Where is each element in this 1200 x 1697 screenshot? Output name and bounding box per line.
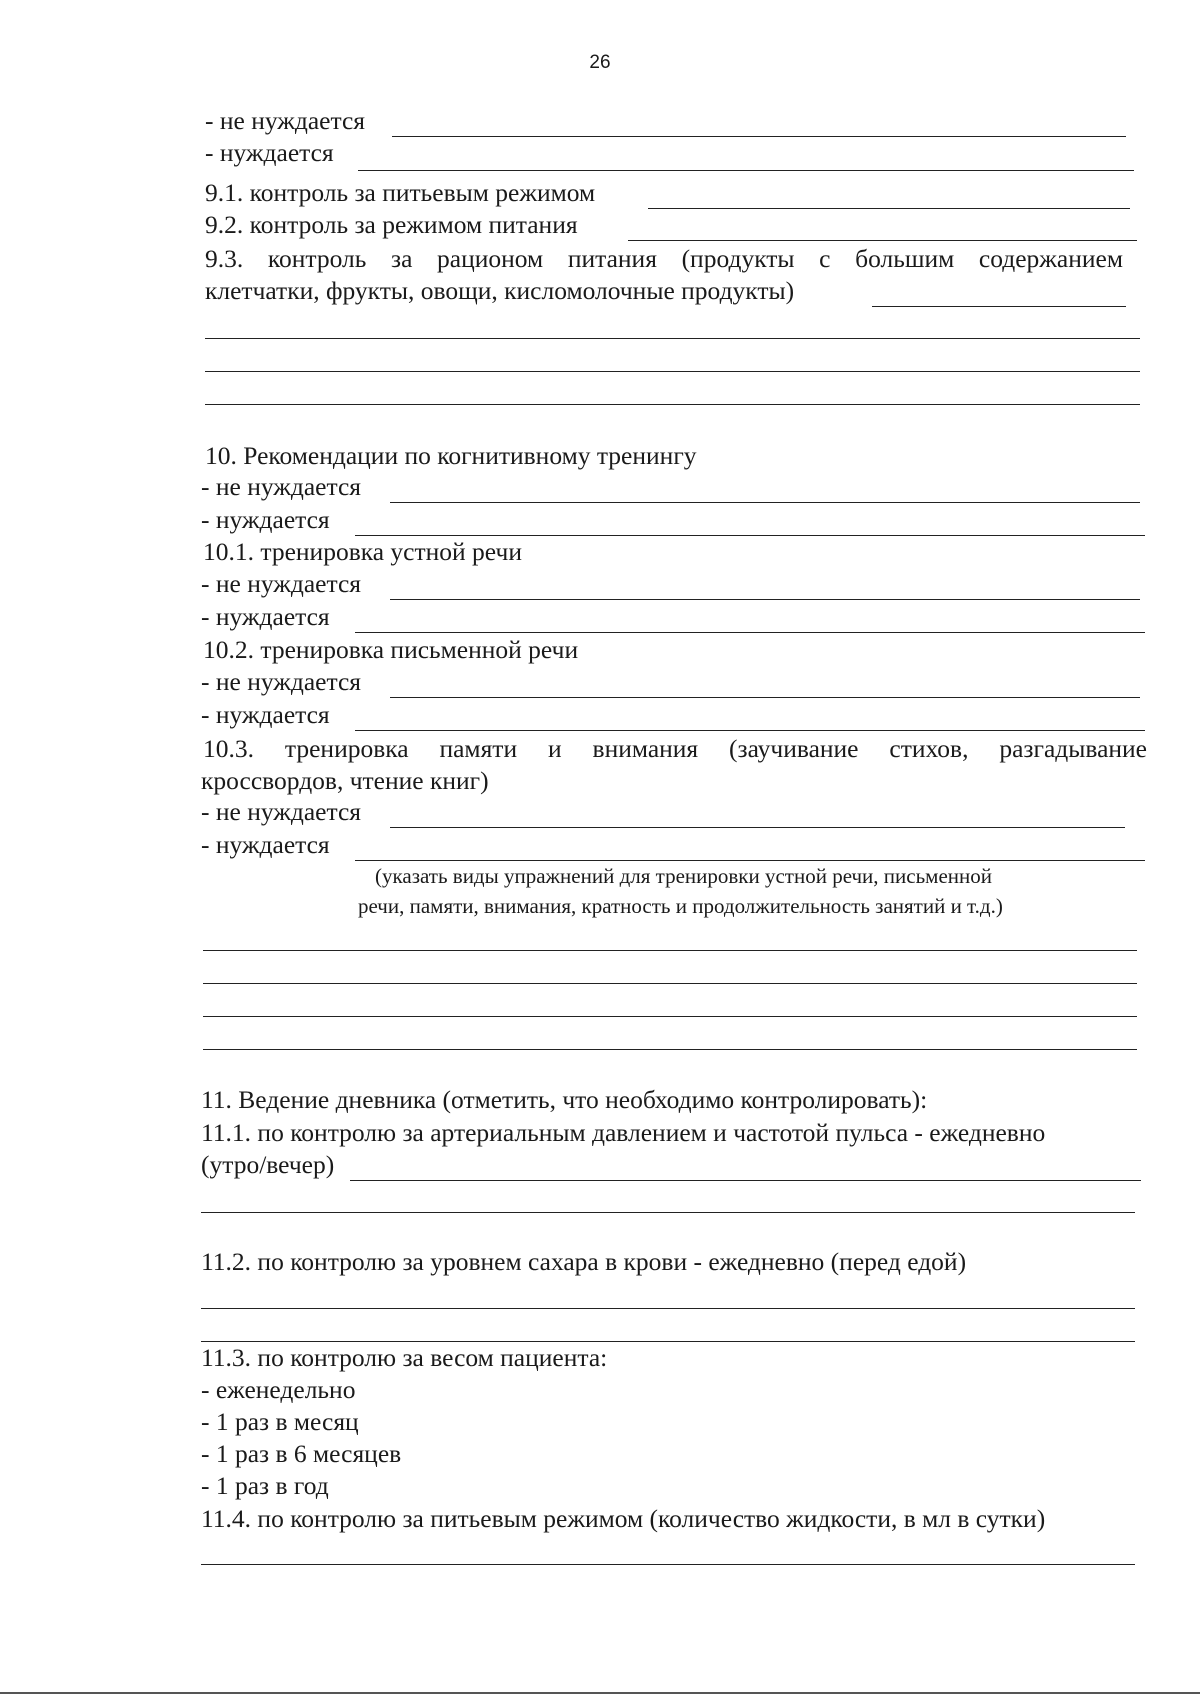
item-9-1-line[interactable] xyxy=(648,208,1130,209)
needed-label: - нуждается xyxy=(205,138,334,167)
item-11-1-text-line1: 11.1. по контролю за артериальным давлением и частотой пульса - ежедневно xyxy=(201,1118,1046,1147)
item-9-1-label: 9.1. контроль за питьевым режимом xyxy=(205,178,596,207)
item-9-2-label: 9.2. контроль за режимом питания xyxy=(205,210,578,239)
item-9-3-line[interactable] xyxy=(872,306,1126,307)
needed-line[interactable] xyxy=(355,860,1145,861)
item-11-1-text-line2: (утро/вечер) xyxy=(201,1150,335,1179)
hint-line-2: речи, памяти, внимания, кратность и продолжительность занятий и т.д.) xyxy=(358,894,1003,918)
option-weekly[interactable]: - еженедельно xyxy=(201,1375,356,1404)
section-11-title: 11. Ведение дневника (отметить, что необходимо контролировать): xyxy=(201,1085,928,1114)
item-10-3-text-line2: кроссвордов, чтение книг) xyxy=(201,766,489,795)
needed-line[interactable] xyxy=(355,535,1145,536)
not-needed-line[interactable] xyxy=(390,697,1140,698)
option-six-months[interactable]: - 1 раз в 6 месяцев xyxy=(201,1439,402,1468)
section-10-extra-line-3[interactable] xyxy=(203,1016,1137,1017)
item-11-3-label: 11.3. по контролю за весом пациента: xyxy=(201,1343,608,1372)
item-11-2-line-1[interactable] xyxy=(201,1308,1135,1309)
item-11-1-extra-line[interactable] xyxy=(201,1212,1135,1213)
needed-line[interactable] xyxy=(355,632,1145,633)
item-10-2-label: 10.2. тренировка письменной речи xyxy=(203,635,579,664)
item-11-2-line-2[interactable] xyxy=(201,1341,1135,1342)
needed-line[interactable] xyxy=(358,170,1134,171)
item-9-3-extra-line-3[interactable] xyxy=(205,404,1140,405)
section-10-extra-line-1[interactable] xyxy=(203,950,1137,951)
not-needed-line[interactable] xyxy=(392,136,1126,137)
page-number: 26 xyxy=(589,52,611,73)
needed-label: - нуждается xyxy=(201,700,330,729)
not-needed-line[interactable] xyxy=(390,599,1140,600)
item-11-4-line[interactable] xyxy=(201,1564,1135,1565)
item-11-4-label: 11.4. по контролю за питьевым режимом (количество жидкости, в мл в сутки) xyxy=(201,1504,1046,1533)
item-11-2-label: 11.2. по контролю за уровнем сахара в крови - ежедневно (перед едой) xyxy=(201,1247,967,1276)
needed-line[interactable] xyxy=(355,730,1145,731)
needed-label: - нуждается xyxy=(201,505,330,534)
item-11-1-line[interactable] xyxy=(350,1180,1141,1181)
section-10-title: 10. Рекомендации по когнитивному тренингу xyxy=(205,441,697,470)
hint-line-1: (указать виды упражнений для тренировки устной речи, письменной xyxy=(375,864,992,888)
item-9-2-line[interactable] xyxy=(628,240,1137,241)
section-10-extra-line-4[interactable] xyxy=(203,1049,1137,1050)
item-9-3-extra-line-2[interactable] xyxy=(205,371,1140,372)
option-yearly[interactable]: - 1 раз в год xyxy=(201,1471,329,1500)
page-bottom-edge xyxy=(0,1692,1200,1694)
not-needed-line[interactable] xyxy=(390,502,1140,503)
not-needed-line[interactable] xyxy=(390,827,1125,828)
not-needed-label: - не нуждается xyxy=(201,569,361,598)
needed-label: - нуждается xyxy=(201,830,330,859)
not-needed-label: - не нуждается xyxy=(201,797,361,826)
item-9-3-extra-line-1[interactable] xyxy=(205,338,1140,339)
needed-label: - нуждается xyxy=(201,602,330,631)
item-10-1-label: 10.1. тренировка устной речи xyxy=(203,537,522,566)
option-monthly[interactable]: - 1 раз в месяц xyxy=(201,1407,359,1436)
not-needed-label: - не нуждается xyxy=(201,472,361,501)
not-needed-label: - не нуждается xyxy=(205,106,365,135)
item-9-3-text-line2: клетчатки, фрукты, овощи, кисломолочные продукты) xyxy=(205,276,795,305)
item-9-3-text-line1: 9.3. контроль за рационом питания (продукты с большим содержанием xyxy=(205,244,1123,273)
not-needed-label: - не нуждается xyxy=(201,667,361,696)
section-10-extra-line-2[interactable] xyxy=(203,983,1137,984)
item-10-3-text-line1: 10.3. тренировка памяти и внимания (заучивание стихов, разгадывание xyxy=(203,734,1147,763)
